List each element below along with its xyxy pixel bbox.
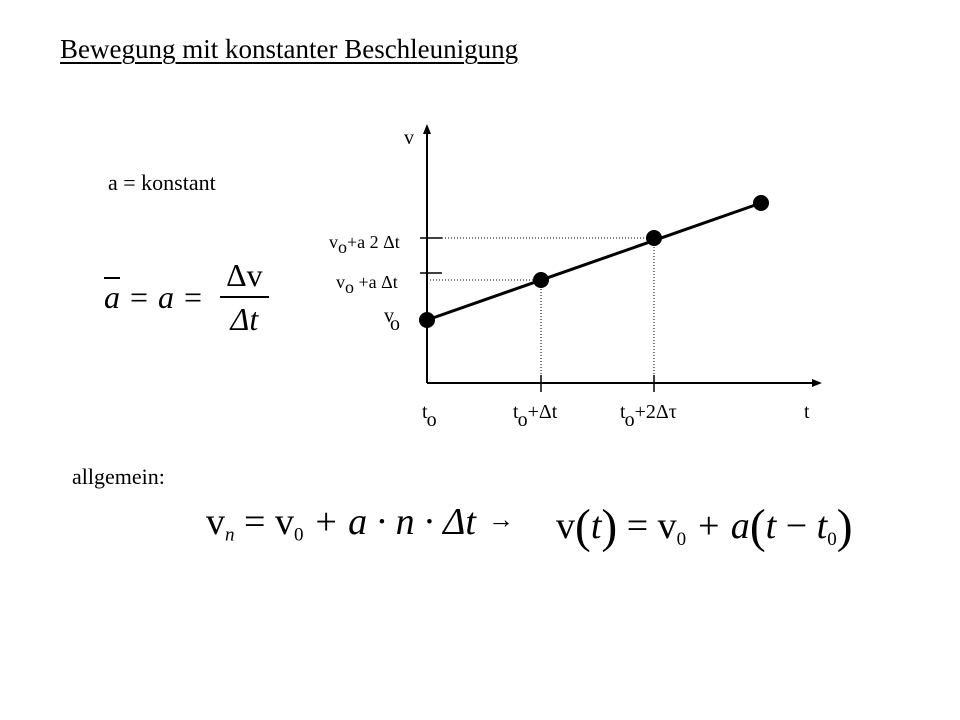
- v-symbol: v: [206, 501, 225, 543]
- minus: −: [776, 505, 817, 548]
- y-label-v0-plus-2at: vo+a 2 Δt: [329, 232, 400, 257]
- x-axis-label: t: [804, 401, 810, 423]
- sub-n: n: [225, 524, 235, 546]
- t0-symbol: t: [816, 505, 828, 548]
- acceleration-symbol: a: [158, 278, 175, 315]
- equals-sign: =: [130, 278, 149, 315]
- velocity-line: [427, 203, 761, 320]
- sub-0: 0: [676, 528, 687, 550]
- v0-symbol: v: [657, 505, 677, 548]
- plus-a: + a: [686, 505, 750, 548]
- fraction-denominator: Δt: [230, 301, 259, 337]
- sub-0: 0: [293, 524, 304, 546]
- data-point-1: [533, 272, 549, 288]
- x-label-t0-plus-2dt: to+2Δτ: [620, 401, 677, 431]
- t-symbol-2: t: [765, 505, 777, 548]
- y-label-v0-plus-at: vo +a Δt: [336, 272, 398, 297]
- close-paren-2: ): [836, 501, 853, 553]
- arrow-icon: →: [488, 505, 514, 534]
- y-axis-arrow-icon: [423, 124, 431, 134]
- open-paren-2: (: [749, 501, 766, 553]
- page-title: Bewegung mit konstanter Beschleunigung: [60, 34, 519, 64]
- y-label-v0: vo: [384, 305, 400, 335]
- formula-rest: + a · n · Δt: [303, 501, 476, 543]
- mean-acceleration-symbol: $\overline{a}$: [104, 278, 120, 315]
- v-symbol: v: [556, 505, 575, 548]
- sub-0-b: 0: [827, 528, 837, 550]
- v0-symbol: v: [274, 501, 294, 543]
- y-axis-label: v: [404, 127, 414, 149]
- equals: =: [617, 505, 658, 548]
- data-point-2: [646, 230, 662, 246]
- x-label-t0-plus-dt: to+Δt: [513, 401, 558, 431]
- x-axis-arrow-icon: [812, 379, 822, 387]
- open-paren: (: [575, 501, 591, 553]
- equals-sign-2: =: [184, 278, 203, 315]
- general-label: allgemein:: [72, 464, 165, 489]
- condition-text: a = konstant: [108, 170, 216, 195]
- t-symbol: t: [590, 505, 602, 548]
- x-label-t0: to: [422, 401, 437, 431]
- equals: =: [234, 501, 275, 543]
- data-point-3: [753, 195, 769, 211]
- fraction-numerator: Δv: [220, 256, 269, 298]
- close-paren: ): [601, 501, 618, 553]
- data-point-0: [419, 312, 435, 328]
